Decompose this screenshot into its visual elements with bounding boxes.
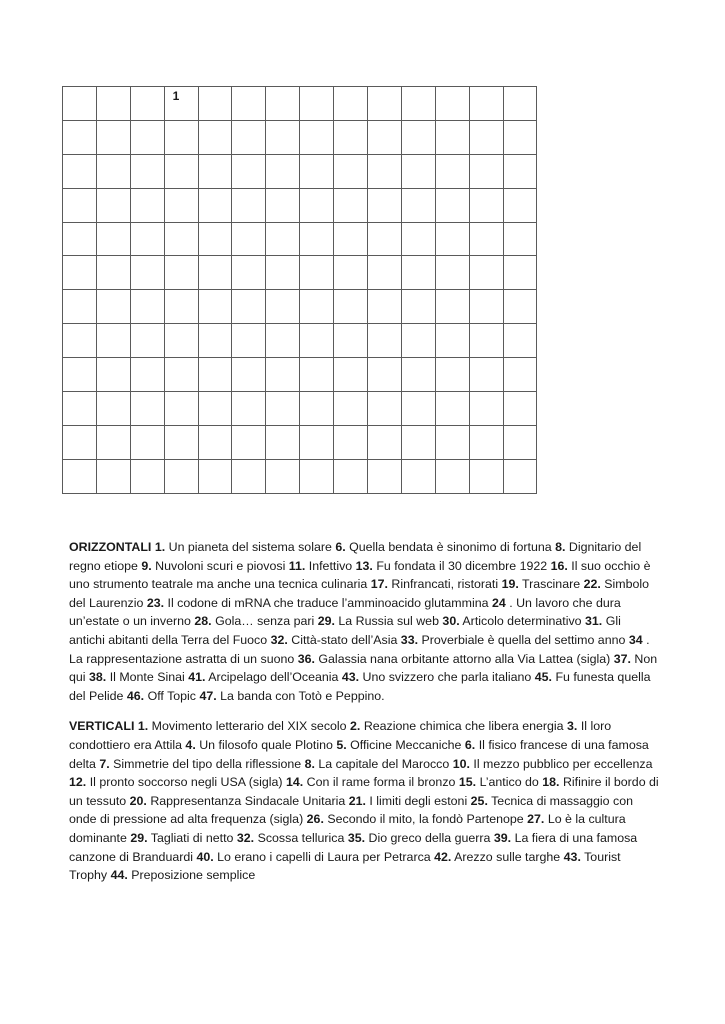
clue-number: 33. <box>400 632 419 647</box>
grid-cell[interactable] <box>198 222 232 256</box>
clue-text: Un pianeta del sistema solare <box>168 540 332 554</box>
grid-cell[interactable] <box>164 392 198 426</box>
grid-cell[interactable] <box>130 120 164 154</box>
down-clues <box>69 717 659 884</box>
grid-cell[interactable] <box>334 459 368 493</box>
grid-cell[interactable] <box>232 459 266 493</box>
clue-number: 24 <box>491 595 506 610</box>
clue-text: Simmetrie del tipo della riflessione <box>113 756 305 771</box>
grid-cell[interactable] <box>164 87 198 121</box>
grid-cell[interactable] <box>368 154 402 188</box>
grid-cell[interactable] <box>334 154 368 188</box>
clue-text: Rifinire il bordo di un tessuto <box>69 775 659 808</box>
grid-cell[interactable] <box>334 188 368 222</box>
clue-text: Il loro condottiero era Attila <box>69 719 612 752</box>
grid-cell[interactable] <box>401 222 435 256</box>
clue-text: Uno svizzero che parla italiano <box>362 670 532 685</box>
grid-cell[interactable] <box>469 87 503 121</box>
grid-cell[interactable] <box>334 358 368 392</box>
grid-cell[interactable] <box>266 222 300 256</box>
grid-cell[interactable] <box>130 324 164 358</box>
clue-text: La banda con Totò e Peppino. <box>220 688 385 703</box>
grid-cell[interactable] <box>198 154 232 188</box>
grid-cell[interactable] <box>63 222 97 256</box>
clue-number: 14. <box>285 775 304 790</box>
grid-cell[interactable] <box>198 324 232 358</box>
grid-cell[interactable] <box>164 256 198 290</box>
grid-cell[interactable] <box>300 392 334 426</box>
grid-cell[interactable] <box>368 256 402 290</box>
clue-number: 13. <box>355 558 373 573</box>
clue-number: 32. <box>236 830 255 845</box>
grid-cell[interactable] <box>401 87 435 121</box>
grid-cell[interactable] <box>368 425 402 459</box>
clue-text: . Un lavoro che dura un’estate o un inverno <box>69 595 621 629</box>
grid-cell[interactable] <box>96 222 130 256</box>
grid-cell[interactable] <box>435 290 469 324</box>
clue-number: 19. <box>501 577 519 592</box>
clue-number: 42. <box>434 849 452 864</box>
grid-cell[interactable] <box>63 154 97 188</box>
grid-cell[interactable] <box>232 256 266 290</box>
grid-cell[interactable] <box>232 120 266 154</box>
clue-text: Preposizione semplice <box>131 868 256 883</box>
grid-cell[interactable] <box>368 358 402 392</box>
grid-cell[interactable] <box>63 188 97 222</box>
grid-cell[interactable] <box>401 188 435 222</box>
grid-cell[interactable] <box>469 392 503 426</box>
clue-number: 17. <box>370 577 388 592</box>
grid-cell[interactable] <box>300 256 334 290</box>
grid-cell[interactable] <box>130 425 164 459</box>
clue-text: Scossa tellurica <box>257 830 345 845</box>
crossword-grid <box>62 86 537 494</box>
clue-text: La capitale del Marocco <box>318 756 450 771</box>
grid-cell[interactable] <box>96 392 130 426</box>
grid-cell[interactable] <box>401 256 435 290</box>
grid-cell[interactable] <box>469 256 503 290</box>
clue-text: Simbolo del Laurenzio <box>69 577 650 610</box>
grid-row <box>63 222 537 256</box>
clue-number: 18. <box>542 775 560 790</box>
grid-cell[interactable] <box>435 324 469 358</box>
clue-text: Arezzo sulle targhe <box>454 849 561 864</box>
clue-text: La fiera di una famosa canzone di Branduardi <box>69 830 638 864</box>
clue-text: I limiti degli estoni <box>369 793 468 808</box>
grid-cell[interactable] <box>503 222 537 256</box>
clue-text: Galassia nana orbitante attorno alla Via Lattea (sigla) <box>318 651 611 666</box>
grid-cell[interactable] <box>401 324 435 358</box>
grid-cell[interactable] <box>266 459 300 493</box>
grid-cell[interactable] <box>503 188 537 222</box>
grid-cell[interactable] <box>63 120 97 154</box>
grid-cell[interactable] <box>232 392 266 426</box>
clue-text: L’antico do <box>479 775 539 790</box>
grid-cell[interactable] <box>503 256 537 290</box>
clue-text: Tecnica di massaggio con onde di pressione ad alta frequenza (sigla) <box>69 793 633 827</box>
grid-cell[interactable] <box>266 87 300 121</box>
grid-cell[interactable] <box>503 358 537 392</box>
clue-number: 32. <box>270 632 288 647</box>
grid-cell[interactable] <box>503 87 537 121</box>
grid-cell[interactable] <box>130 222 164 256</box>
grid-cell[interactable] <box>130 154 164 188</box>
clue-number: 6. <box>335 540 346 554</box>
clue-text: . La rappresentazione astratta di un suono <box>69 632 650 666</box>
grid-cell[interactable] <box>266 425 300 459</box>
clue-text: Il mezzo pubblico per eccellenza <box>473 756 653 771</box>
clue-text: Lo è la cultura dominante <box>69 812 626 845</box>
grid-cell[interactable] <box>164 290 198 324</box>
grid-cell[interactable] <box>266 392 300 426</box>
grid-cell[interactable] <box>63 358 97 392</box>
grid-cell[interactable] <box>503 392 537 426</box>
grid-cell[interactable] <box>63 324 97 358</box>
clue-text: Quella bendata è sinonimo di fortuna <box>349 540 552 554</box>
clue-number: 41. <box>188 670 206 685</box>
clue-text: Il pronto soccorso negli USA (sigla) <box>89 775 283 790</box>
grid-cell[interactable] <box>469 459 503 493</box>
grid-cell[interactable] <box>300 358 334 392</box>
grid-cell[interactable] <box>368 120 402 154</box>
grid-cell[interactable] <box>96 459 130 493</box>
clue-text: Fu fondata il 30 dicembre 1922 <box>376 558 548 573</box>
clue-text: La Russia sul web <box>338 614 439 629</box>
grid-cell[interactable] <box>232 154 266 188</box>
grid-row <box>63 188 537 222</box>
clue-number: 1. <box>154 540 166 554</box>
grid-cell[interactable] <box>334 120 368 154</box>
clue-text: Il codone di mRNA che traduce l’amminoacido glutammina <box>167 595 489 610</box>
grid-cell[interactable] <box>63 87 97 121</box>
grid-cell[interactable] <box>435 188 469 222</box>
clue-number: 25. <box>470 793 488 808</box>
clue-number: 1. <box>137 719 149 734</box>
grid-row <box>63 87 537 121</box>
grid-row <box>63 459 537 493</box>
grid-cell[interactable] <box>368 459 402 493</box>
grid-cell[interactable] <box>334 392 368 426</box>
grid-cell[interactable] <box>130 87 164 121</box>
clue-text: Nuvoloni scuri e piovosi <box>155 558 286 573</box>
clue-text: Dio greco della guerra <box>368 830 491 845</box>
grid-cell[interactable] <box>300 222 334 256</box>
clue-number: 31. <box>585 614 603 629</box>
grid-cell[interactable] <box>130 392 164 426</box>
grid-cell[interactable] <box>266 324 300 358</box>
grid-cell[interactable] <box>469 358 503 392</box>
clue-number: 47. <box>199 688 217 703</box>
grid-cell[interactable] <box>300 459 334 493</box>
cell-number: 1 <box>172 89 180 103</box>
grid-cell[interactable] <box>368 87 402 121</box>
grid-cell[interactable] <box>300 188 334 222</box>
grid-cell[interactable] <box>164 425 198 459</box>
clue-number: 30. <box>442 614 460 629</box>
clue-text: Officine Meccaniche <box>350 737 462 752</box>
clue-text: Arcipelago dell’Oceania <box>208 670 339 685</box>
grid-row <box>63 120 537 154</box>
grid-cell[interactable] <box>232 222 266 256</box>
grid-cell[interactable] <box>266 120 300 154</box>
grid-cell[interactable] <box>96 154 130 188</box>
clue-number: 43. <box>341 670 360 685</box>
grid-cell[interactable] <box>469 425 503 459</box>
grid-cell[interactable] <box>96 256 130 290</box>
clue-number: 46. <box>126 688 145 703</box>
grid-cell[interactable] <box>435 154 469 188</box>
grid-cell[interactable] <box>401 290 435 324</box>
clue-number: 35. <box>347 830 366 845</box>
grid-cell[interactable] <box>435 256 469 290</box>
grid-row <box>63 324 537 358</box>
grid-cell[interactable] <box>130 459 164 493</box>
across-heading: ORIZZONTALI <box>69 540 152 554</box>
clue-number: 3. <box>567 719 578 734</box>
grid-cell[interactable] <box>401 120 435 154</box>
grid-cell[interactable] <box>130 256 164 290</box>
clue-number: 2. <box>350 719 361 734</box>
clue-text: Rinfrancati, ristorati <box>391 577 499 592</box>
clue-text: Il Monte Sinai <box>109 670 185 685</box>
grid-cell[interactable] <box>63 459 97 493</box>
clue-text: Fu funesta quella del Pelide <box>69 670 651 703</box>
grid-cell[interactable] <box>334 425 368 459</box>
grid-cell[interactable] <box>266 256 300 290</box>
grid-cell[interactable] <box>334 87 368 121</box>
grid-cell[interactable] <box>198 120 232 154</box>
clue-number: 23. <box>146 595 165 610</box>
grid-cell[interactable] <box>368 324 402 358</box>
grid-cell[interactable] <box>164 358 198 392</box>
grid-cell[interactable] <box>63 290 97 324</box>
clue-text: Lo erano i capelli di Laura per Petrarca <box>217 849 431 864</box>
grid-cell[interactable] <box>469 290 503 324</box>
grid-cell[interactable] <box>198 290 232 324</box>
grid-cell[interactable] <box>198 392 232 426</box>
grid-cell[interactable] <box>266 358 300 392</box>
grid-cell[interactable] <box>96 358 130 392</box>
grid-cell[interactable] <box>469 324 503 358</box>
clue-number: 8. <box>555 540 566 554</box>
grid-cell[interactable] <box>232 87 266 121</box>
grid-cell[interactable] <box>503 425 537 459</box>
grid-cell[interactable] <box>334 222 368 256</box>
clue-number: 11. <box>288 558 306 573</box>
grid-cell[interactable] <box>368 392 402 426</box>
clue-text: Con il rame forma il bronzo <box>306 775 456 790</box>
grid-cell[interactable] <box>435 120 469 154</box>
clue-number: 8. <box>304 756 315 771</box>
grid-cell[interactable] <box>96 290 130 324</box>
clue-number: 44. <box>110 868 128 883</box>
clue-number: 5. <box>336 737 347 752</box>
grid-cell[interactable] <box>63 425 97 459</box>
clue-text: Rappresentanza Sindacale Unitaria <box>150 793 346 808</box>
grid-cell[interactable] <box>198 188 232 222</box>
grid-cell[interactable] <box>469 120 503 154</box>
clue-text: Secondo il mito, la fondò Partenope <box>327 812 524 827</box>
grid-cell[interactable] <box>435 87 469 121</box>
grid-cell[interactable] <box>232 358 266 392</box>
clue-text: Città-stato dell’Asia <box>291 632 398 647</box>
grid-cell[interactable] <box>198 256 232 290</box>
grid-cell[interactable] <box>96 188 130 222</box>
clue-number: 27. <box>527 812 545 827</box>
grid-row <box>63 358 537 392</box>
clue-number: 20. <box>129 793 147 808</box>
clue-number: 21. <box>348 793 366 808</box>
grid-cell[interactable] <box>334 324 368 358</box>
grid-cell[interactable] <box>96 425 130 459</box>
clue-number: 15. <box>458 775 477 790</box>
clue-text: Non qui <box>69 651 658 685</box>
clue-number: 28. <box>194 614 212 629</box>
grid-cell[interactable] <box>334 256 368 290</box>
clue-number: 37. <box>613 651 631 666</box>
grid-cell[interactable] <box>130 358 164 392</box>
grid-cell[interactable] <box>469 188 503 222</box>
grid-cell[interactable] <box>164 324 198 358</box>
grid-cell[interactable] <box>232 425 266 459</box>
clue-number: 6. <box>464 737 476 752</box>
grid-cell[interactable] <box>164 120 198 154</box>
grid-cell[interactable] <box>198 459 232 493</box>
grid-cell[interactable] <box>334 290 368 324</box>
grid-cell[interactable] <box>368 188 402 222</box>
clue-text: Trascinare <box>522 577 581 592</box>
grid-cell[interactable] <box>401 425 435 459</box>
clue-number: 12. <box>69 775 87 790</box>
grid-cell[interactable] <box>198 87 232 121</box>
clue-number: 10. <box>452 756 470 771</box>
grid-cell[interactable] <box>503 324 537 358</box>
clue-number: 40. <box>196 849 214 864</box>
clue-text: Il fisico francese di una famosa delta <box>69 737 649 771</box>
clue-text: Il suo occhio è uno strumento teatrale ma anche una tecnica culinaria <box>69 558 651 592</box>
grid-cell[interactable] <box>300 87 334 121</box>
grid-cell[interactable] <box>96 324 130 358</box>
clue-number: 38. <box>89 670 107 685</box>
grid-row <box>63 256 537 290</box>
clue-text: Reazione chimica che libera energia <box>363 719 564 734</box>
grid-cell[interactable] <box>130 188 164 222</box>
grid-cell[interactable] <box>96 120 130 154</box>
grid-cell[interactable] <box>198 358 232 392</box>
grid-cell[interactable] <box>503 120 537 154</box>
grid-cell[interactable] <box>401 358 435 392</box>
grid-cell[interactable] <box>435 358 469 392</box>
grid-cell[interactable] <box>232 290 266 324</box>
grid-cell[interactable] <box>401 154 435 188</box>
clue-text: Movimento letterario del XIX secolo <box>151 719 347 734</box>
clue-number: 39. <box>493 830 512 845</box>
grid-cell[interactable] <box>164 154 198 188</box>
grid-cell[interactable] <box>435 392 469 426</box>
grid-cell[interactable] <box>300 290 334 324</box>
grid-row <box>63 290 537 324</box>
grid-cell[interactable] <box>198 425 232 459</box>
grid-row <box>63 392 537 426</box>
grid-cell[interactable] <box>300 154 334 188</box>
down-heading: VERTICALI <box>69 719 135 734</box>
clue-text: Articolo determinativo <box>462 614 582 629</box>
across-clues <box>69 538 659 705</box>
clue-text: Gli antichi abitanti della Terra del Fuoco <box>69 614 621 647</box>
grid-cell[interactable] <box>266 154 300 188</box>
grid-cell[interactable] <box>401 392 435 426</box>
clue-text: Dignitario del regno etiope <box>69 540 642 573</box>
grid-cell[interactable] <box>435 222 469 256</box>
grid-cell[interactable] <box>96 87 130 121</box>
clue-text: Un filosofo quale Plotino <box>199 737 333 752</box>
clue-number: 7. <box>99 756 110 771</box>
grid-cell[interactable] <box>63 392 97 426</box>
grid-cell[interactable] <box>401 459 435 493</box>
clue-number: 26. <box>306 812 324 827</box>
clue-number: 29. <box>130 830 148 845</box>
grid-cell[interactable] <box>130 290 164 324</box>
clue-text: Tagliati di netto <box>150 830 234 845</box>
grid-cell[interactable] <box>164 188 198 222</box>
grid-row <box>63 425 537 459</box>
grid-cell[interactable] <box>503 459 537 493</box>
clue-number: 4. <box>185 737 196 752</box>
clue-number: 22. <box>583 577 601 592</box>
grid-cell[interactable] <box>232 188 266 222</box>
grid-cell[interactable] <box>300 425 334 459</box>
clue-number: 9. <box>141 558 152 573</box>
clue-number: 43. <box>563 849 581 864</box>
grid-cell[interactable] <box>266 290 300 324</box>
clue-text: Tourist Trophy <box>69 849 621 883</box>
grid-cell[interactable] <box>164 459 198 493</box>
clue-text: Proverbiale è quella del settimo anno <box>421 632 626 647</box>
clue-number: 16. <box>550 558 568 573</box>
grid-cell[interactable] <box>469 222 503 256</box>
clue-text: Gola… senza pari <box>215 614 315 629</box>
grid-cell[interactable] <box>503 290 537 324</box>
clue-text: Infettivo <box>308 558 353 573</box>
grid-cell[interactable] <box>266 188 300 222</box>
clue-number: 45. <box>534 670 552 685</box>
grid-cell[interactable] <box>368 222 402 256</box>
grid-cell[interactable] <box>300 324 334 358</box>
grid-cell[interactable] <box>503 154 537 188</box>
grid-cell[interactable] <box>435 459 469 493</box>
grid-cell[interactable] <box>300 120 334 154</box>
grid-row <box>63 154 537 188</box>
clue-number: 36. <box>297 651 315 666</box>
grid-cell[interactable] <box>368 290 402 324</box>
clue-number: 34 <box>628 632 643 647</box>
grid-cell[interactable] <box>469 154 503 188</box>
clue-number: 29. <box>317 614 335 629</box>
clues-section <box>69 538 659 897</box>
clue-text: Off Topic <box>147 688 197 703</box>
grid-cell[interactable] <box>435 425 469 459</box>
grid-cell[interactable] <box>232 324 266 358</box>
grid-cell[interactable] <box>63 256 97 290</box>
grid-cell[interactable] <box>164 222 198 256</box>
